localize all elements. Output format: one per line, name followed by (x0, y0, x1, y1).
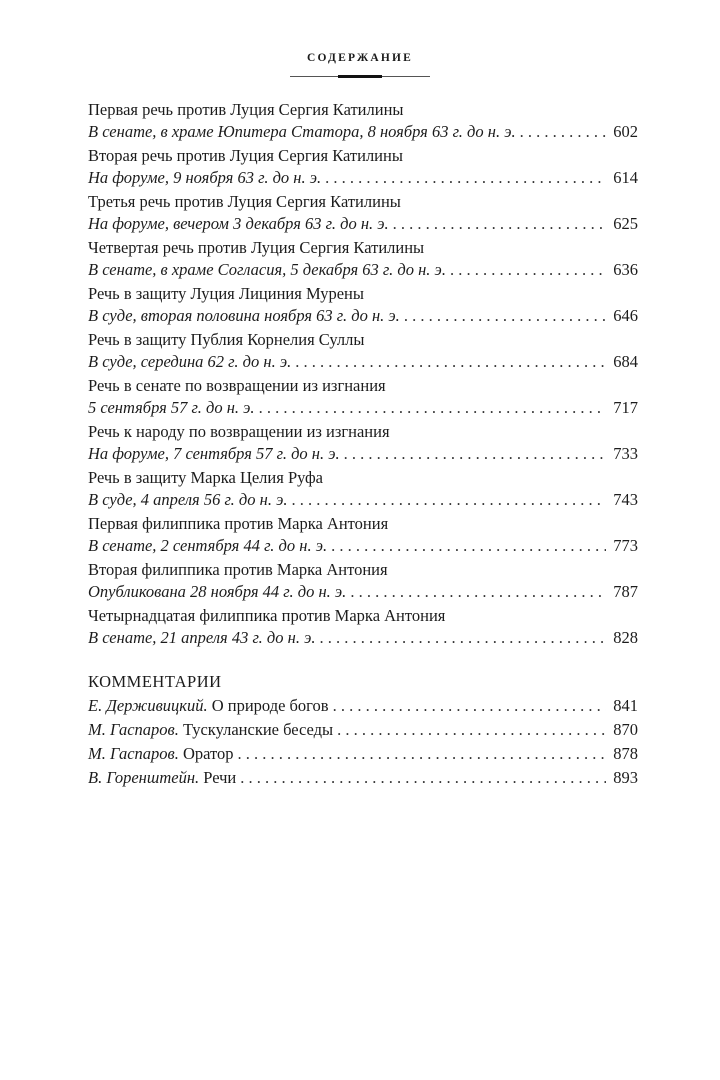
toc-entry (88, 605, 638, 649)
entry-title: Первая речь против Луция Сергия Катилины (88, 100, 404, 119)
leader-dots (325, 167, 606, 189)
toc-entry (88, 375, 638, 419)
entry-subtitle: В сенате, в храме Юпитера Статора, 8 ноября 63 г. до н. э. (88, 122, 516, 141)
entry-subtitle: На форуме, 9 ноября 63 г. до н. э. (88, 168, 322, 187)
entry-subtitle: На форуме, вечером 3 декабря 63 г. до н. э. (88, 214, 389, 233)
comment-title: Речи (203, 768, 237, 787)
comment-entry (88, 743, 638, 765)
leader-dots (350, 581, 606, 603)
leader-dots (320, 627, 607, 649)
comment-author: Е. Держивицкий. (88, 696, 208, 715)
comment-entry (88, 767, 638, 789)
page-number: 870 (613, 720, 638, 739)
leader-dots (331, 535, 606, 557)
entry-title: Четвертая речь против Луция Сергия Катилины (88, 238, 425, 257)
entry-title: Речь в защиту Луция Лициния Мурены (88, 284, 364, 303)
leader-dots (337, 719, 606, 741)
page-number: 684 (613, 352, 638, 371)
leader-dots (259, 397, 606, 419)
page-number: 743 (613, 490, 638, 509)
leader-dots (404, 305, 606, 327)
toc-entry (88, 329, 638, 373)
page-number: 636 (613, 260, 638, 279)
entry-subtitle: В суде, 4 апреля 56 г. до н. э. (88, 490, 288, 509)
page-number: 625 (613, 214, 638, 233)
entry-subtitle: На форуме, 7 сентября 57 г. до н. э. (88, 444, 340, 463)
entry-subtitle: В сенате, 21 апреля 43 г. до н. э. (88, 628, 316, 647)
page-number: 773 (613, 536, 638, 555)
toc-entry (88, 467, 638, 511)
entry-subtitle: В сенате, 2 сентября 44 г. до н. э. (88, 536, 328, 555)
entry-title: Речь к народу по возвращении из изгнания (88, 422, 390, 441)
entry-subtitle: 5 сентября 57 г. до н. э. (88, 398, 255, 417)
entry-subtitle: В суде, середина 62 г. до н. э. (88, 352, 292, 371)
toc-entry (88, 99, 638, 143)
page-number: 787 (613, 582, 638, 601)
section-title-comments: КОММЕНТАРИИ (88, 672, 222, 691)
toc-entry (88, 283, 638, 327)
leader-dots (520, 121, 606, 143)
toc-entry (88, 559, 638, 603)
toc-entry (88, 145, 638, 189)
leader-dots (393, 213, 606, 235)
comment-author: В. Горенштейн. (88, 768, 200, 787)
leader-dots (333, 695, 606, 717)
entry-title: Речь в сенате по возвращении из изгнания (88, 376, 386, 395)
comment-title: Оратор (182, 744, 234, 763)
page-number: 646 (613, 306, 638, 325)
leader-dots (295, 351, 606, 373)
comment-title: Тускуланские беседы (182, 720, 334, 739)
entry-title: Речь в защиту Марка Целия Руфа (88, 468, 323, 487)
page-header: СОДЕРЖАНИЕ (306, 52, 414, 64)
page-number: 828 (613, 628, 638, 647)
page-number: 602 (613, 122, 638, 141)
entry-subtitle: В суде, вторая половина ноября 63 г. до н. э. (88, 306, 400, 325)
entry-title: Третья речь против Луция Сергия Катилины (88, 192, 401, 211)
page-number: 614 (613, 168, 638, 187)
page-number: 893 (613, 768, 638, 787)
entry-title: Четырнадцатая филиппика против Марка Антония (88, 606, 446, 625)
entry-title: Первая филиппика против Марка Антония (88, 514, 389, 533)
toc-entry (88, 421, 638, 465)
comment-entry (88, 695, 638, 717)
page-number: 878 (613, 744, 638, 763)
toc-entry (88, 513, 638, 557)
comment-entry (88, 719, 638, 741)
page-number: 733 (613, 444, 638, 463)
leader-dots (292, 489, 607, 511)
comment-author: М. Гаспаров. (88, 720, 179, 739)
entry-title: Речь в защиту Публия Корнелия Суллы (88, 330, 365, 349)
leader-dots (450, 259, 606, 281)
entry-subtitle: В сенате, в храме Согласия, 5 декабря 63 г. до н. э. (88, 260, 446, 279)
leader-dots (238, 743, 606, 765)
toc-entry (88, 237, 638, 281)
leader-dots (240, 767, 606, 789)
page-number: 841 (613, 696, 638, 715)
entry-title: Вторая филиппика против Марка Антония (88, 560, 388, 579)
page-number: 717 (613, 398, 638, 417)
comment-title: О природе богов (211, 696, 329, 715)
comment-author: М. Гаспаров. (88, 744, 179, 763)
entry-title: Вторая речь против Луция Сергия Катилины (88, 146, 403, 165)
header-rule (290, 76, 430, 77)
toc-entry (88, 191, 638, 235)
table-of-contents (88, 99, 638, 791)
entry-subtitle: Опубликована 28 ноября 44 г. до н. э. (88, 582, 347, 601)
leader-dots (344, 443, 606, 465)
